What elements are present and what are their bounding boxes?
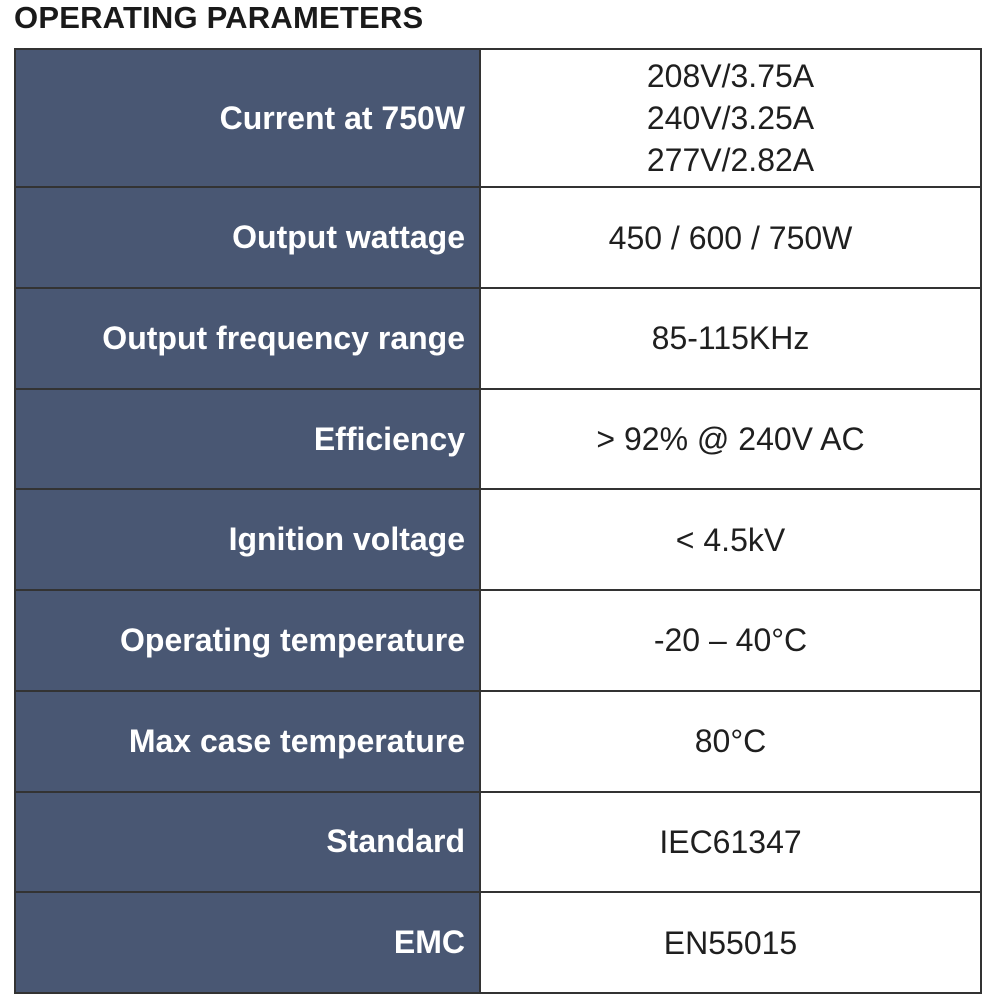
- row-label: Output frequency range: [16, 289, 481, 388]
- table-row-current: [16, 50, 980, 188]
- row-label: Efficiency: [16, 390, 481, 489]
- row-label: Current at 750W: [16, 50, 481, 186]
- row-value: EN55015: [663, 924, 798, 961]
- row-label: Operating temperature: [16, 591, 481, 690]
- table-row-max-case-temperature: [16, 692, 980, 793]
- row-value: 80°C: [694, 723, 767, 760]
- row-label: Standard: [16, 793, 481, 892]
- table-row-ignition: [16, 490, 980, 591]
- value-line: 277V/2.82A: [646, 142, 815, 179]
- row-value: < 4.5kV: [675, 521, 786, 558]
- row-value: 450 / 600 / 750W: [608, 219, 853, 256]
- row-value: IEC61347: [659, 823, 802, 860]
- row-value: -20 – 40°C: [653, 622, 808, 659]
- table-row-output-wattage: [16, 188, 980, 289]
- value-line: 208V/3.75A: [646, 58, 815, 95]
- table-row-efficiency: [16, 390, 980, 491]
- row-label: Output wattage: [16, 188, 481, 287]
- row-value: > 92% @ 240V AC: [596, 421, 865, 458]
- table-row-operating-temperature: [16, 591, 980, 692]
- parameters-table: [14, 48, 982, 994]
- table-row-frequency: [16, 289, 980, 390]
- row-label: Ignition voltage: [16, 490, 481, 589]
- table-row-standard: [16, 793, 980, 894]
- row-label: EMC: [16, 893, 481, 992]
- table-row-emc: [16, 893, 980, 992]
- row-label: Max case temperature: [16, 692, 481, 791]
- row-value: [481, 50, 980, 186]
- row-value: 85-115KHz: [651, 320, 810, 357]
- value-line: 240V/3.25A: [646, 100, 815, 137]
- page-title: OPERATING PARAMETERS: [14, 0, 424, 35]
